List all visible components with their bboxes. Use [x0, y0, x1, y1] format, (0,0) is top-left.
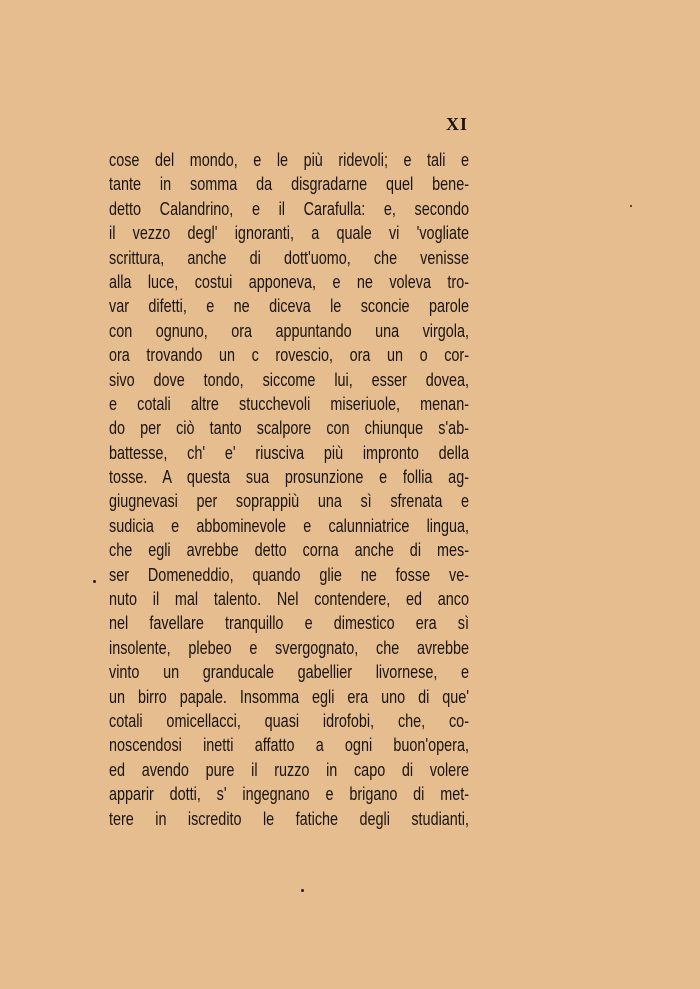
text-line: ed avendo pure il ruzzo in capo di volere [109, 759, 469, 780]
text-line: tosse. A questa sua prosunzione e follia ag- [109, 467, 469, 488]
text-line: tante in somma da disgradarne quel bene- [109, 174, 469, 195]
text-line: con ognuno, ora appuntando una virgola, [109, 320, 469, 341]
text-line: sudicia e abbominevole e calunniatrice lingua, [109, 515, 469, 536]
text-line: noscendosi inetti affatto a ogni buon'opera, [109, 735, 469, 756]
text-line: insolente, plebeo e svergognato, che avrebbe [109, 637, 469, 658]
body-text [109, 148, 469, 831]
text-line: apparir dotti, s' ingegnano e brigano di met- [109, 784, 469, 805]
text-line: nuto il mal talento. Nel contendere, ed anco [109, 589, 469, 610]
text-line: var difetti, e ne diceva le sconcie parole [109, 296, 469, 317]
text-line: tere in iscredito le fatiche degli studianti, [109, 808, 469, 829]
text-line: sivo dove tondo, siccome lui, esser dovea, [109, 369, 469, 390]
text-line: il vezzo degl' ignoranti, a quale vi 'vogliate [109, 223, 469, 244]
text-line: nel favellare tranquillo e dimestico era sì [109, 613, 469, 634]
text-line: detto Calandrino, e il Carafulla: e, secondo [109, 198, 469, 219]
text-line: giugnevasi per soprappiù una sì sfrenata e [109, 491, 469, 512]
text-line: cose del mondo, e le più ridevoli; e tali e [109, 150, 469, 170]
text-line: battesse, ch' e' riusciva più impronto della [109, 442, 469, 463]
text-line: e cotali altre stucchevoli miseriuole, menan- [109, 393, 469, 414]
text-line: che egli avrebbe detto corna anche di mes- [109, 540, 469, 561]
text-line: vinto un granducale gabellier livornese, e [109, 662, 469, 683]
ink-speck [630, 205, 632, 207]
text-line: un birro papale. Insomma egli era uno di que' [109, 686, 469, 707]
text-line: ora trovando un c rovescio, ora un o cor- [109, 345, 469, 366]
text-line: scrittura, anche di dott'uomo, che venisse [109, 247, 469, 268]
text-line: ser Domeneddio, quando glie ne fosse ve- [109, 564, 469, 585]
text-line: cotali omicellacci, quasi idrofobi, che, co- [109, 710, 469, 731]
ink-speck [301, 889, 304, 892]
text-line: do per ciò tanto scalpore con chiunque s'ab- [109, 418, 469, 439]
page-number: XI [445, 114, 468, 134]
ink-speck [93, 580, 96, 583]
text-line: alla luce, costui apponeva, e ne voleva tro- [109, 271, 469, 292]
